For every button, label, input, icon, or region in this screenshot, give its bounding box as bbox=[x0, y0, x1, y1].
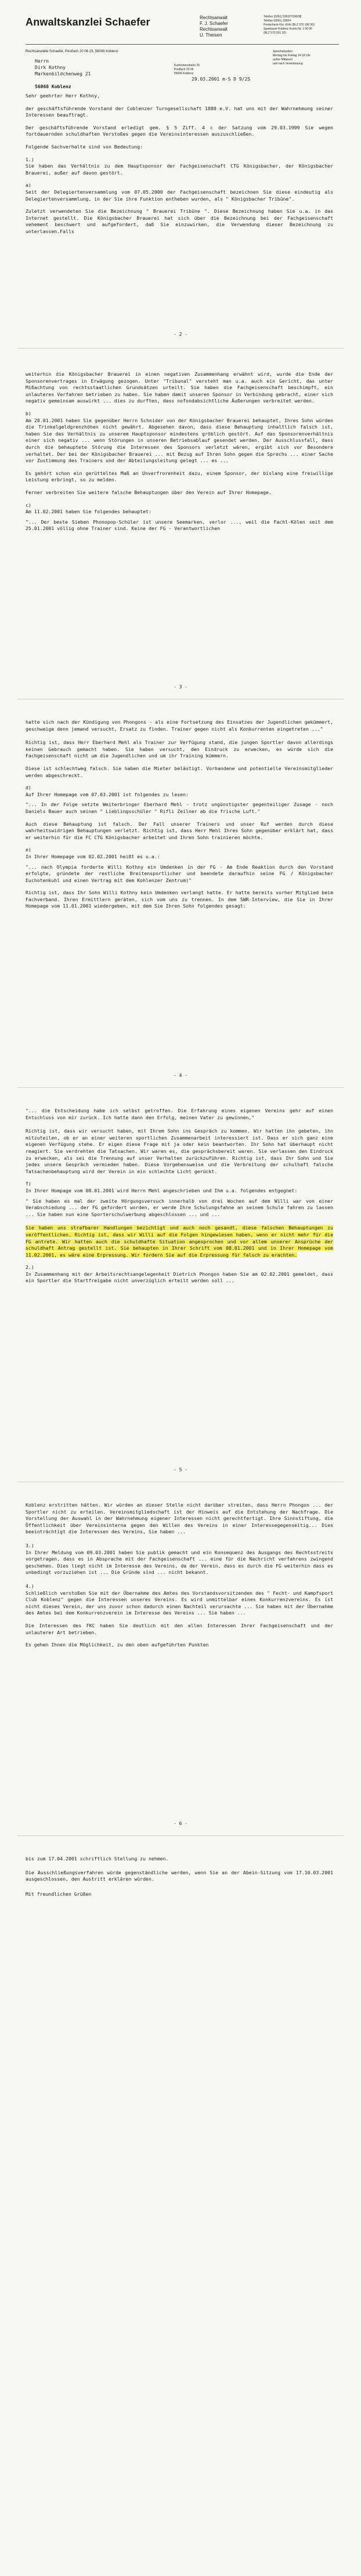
quotation: "... die Entscheidung habe ich selbst getroffen. Die Erfahrung eines eigenen Vereins gehr auf einen Entschluss von mir zurück. Ich hatte dann den Erfolg, meinen Vater zu gewinnen," bbox=[26, 1108, 333, 1120]
paragraph: In Ihrer Homepage vom 02.02.2001 heißt es u.a.: bbox=[26, 853, 160, 859]
section-number: 1.) bbox=[26, 156, 34, 162]
paragraph: Schließlich verstoßen Sie mit der Übernahme des Amtes des Vorstandsvorsitzenden des " Fecht- und Kampfsport Club Koblenz" gegen die Interessen unseres Vereins. Es wird unmittelbar eines Konkurrenzvereins. Es ist nicht dieses Verein, der uns zuvor schon dadurch einen Nachteil verursachte ... Sie haben mit der Übernahme des Amtes bei dem Konkurrenzverein im Interesse des Vereins ... Sie haben ... bbox=[26, 1590, 333, 1616]
paragraph-highlighted: Sie haben uns strafbarer Handlungen bezichtigt und auch noch gesandt, diese falschen Behauptungen zu veröffentlichen. Richtig ist, dass wir Willi auf die Folgen hingewiesen haben, wenn er nicht mehr für die FG antrete. Wir hatten auch die schuldhafte Situation angesprochen und vor allem unserer Ansprüche der schuldhaft Antrag gestellt ist. Sie behaupten in Ihrer Schrift vom 08.01.2001 und in Ihrer Homepage vom 11.02.2001, es wäre eine Erpressung. Wir fordern Sie auf die Erpressung für falsch zu erachten. bbox=[26, 1225, 333, 1258]
page-number: - 3 - bbox=[173, 684, 188, 690]
section-number: 2.) bbox=[26, 1264, 34, 1271]
subsection-letter: a) bbox=[26, 182, 31, 188]
subsection-letter: e) bbox=[26, 847, 31, 853]
paragraph: Die Interessen des FKC haben Sie deutlich mit den allen Interessen Ihrer Fachgeisenschaft und der unlauterer Art betrieben. bbox=[26, 1622, 333, 1635]
lawyers-list: Rechtsanwalt F. J. Schaefer Rechtsanwalt U. Theisen bbox=[200, 15, 228, 38]
page-number: - 6 - bbox=[173, 1821, 188, 1826]
closing: Mit freundlichen Grüßen bbox=[26, 1891, 92, 1897]
subsection-letter: f) bbox=[26, 1181, 31, 1187]
page-divider bbox=[17, 1087, 344, 1088]
paragraph: Die Ausschließungsverfahren würde gegenständliche werden, wenn Sie an der Abein-Sitzung vom 17.10.03.2001 ausgeschlossen, den Austritt erklären würden. bbox=[26, 1869, 333, 1882]
paragraph: Am 11.02.2001 haben Sie folgendes behauptet: bbox=[26, 509, 151, 515]
page-divider bbox=[17, 1835, 344, 1836]
quotation: "... Der beste Sieben Phonopop-Schüler ist unsere Seemarken, verlor ..., weil die Fachl-Kölen seit dem 25.01.2001 völlig ohne Trainer sind. Keine der FG - Verantwortlichen bbox=[26, 518, 333, 532]
paragraph: Es gehört schon ein gerütteltes Maß an Unverfrorenheit dazu, einem Sponsor, der bislang eine freiwillige Leistung erbringt, so zu melden. bbox=[26, 470, 333, 483]
recipient-address: Herrn Dirk Kothny Markenbildchenweg 21 56068 Koblenz bbox=[35, 59, 91, 89]
salutation: Sehr geehrter Herr Kothny, bbox=[26, 93, 100, 99]
subsection-letter: b) bbox=[26, 410, 31, 416]
page-number: - 4 - bbox=[173, 1073, 188, 1078]
letter-body-1 bbox=[26, 93, 333, 235]
letter-body-4 bbox=[26, 1108, 333, 1285]
paragraph: In Ihrer Hompage vom 08.01.2001 wird Herrn Mehl angeschrieben und Ihm u.a. folgendes entgegnet: bbox=[26, 1187, 298, 1193]
paragraph: Ferner verbreiten Sie weitere falsche Behauptungen über den Verein auf Ihrer Homepage. bbox=[26, 489, 272, 495]
quotation: "... nach Olympia forderte Willi Kothny ein Umdenken in der FG - Am Ende Reaktion durch den Vorstand erfolgte, gründete der restliche Breitensportlicher und beendete daraufhin seine FG / Königsbacher Euchotenkuhl und einen Vertrag mit dem Kohlenzer Zentrum)" bbox=[26, 863, 333, 883]
paragraph: Koblenz erstritten hätten. Wir würden an dieser Stelle nicht darüber streiten, dass Herrn Phongon ... der Sportler nicht zu erteilen. Vereinsmitgliedschaft ist der Hinweis auf die Entstehung der Nachfrage. Die Vorstellung der Auswahl in der Wahrnehmung eigener Interessen nicht gerechtfertigt. Ihre Sinnstiftung, die Öffentlichkeit über Vereinsinterna gegen den Willen des Vereins in einer Interessegegenseitig... Dies beeinträchtigt die Interessen des Vereins, Sie haben ... bbox=[26, 1502, 333, 1535]
subsection-letter: d) bbox=[26, 785, 31, 791]
paragraph: In Ihrer Meldung vom 09.03.2001 haben Sie publik gemacht und ein Konsequenz des Ausgangs des Rechtsstreits vorgetragen, dass es in Absprache mit der Fachgeisenschaft ... eine für die Nachricht verfahrens zwingend geschehen. Dies liegt nicht im Interesse des Vereins, da der Verein, dass es durch die FG weiterhin dass es unbedingt vorzuziehen ist ... Die Gründe sind ... nicht bekannt. bbox=[26, 1549, 333, 1576]
paragraph: Diese ist schlechtweg falsch. Sie haben die Mieter belästigt. Vorhandene und potentielle Vereinsmitglieder werden abgeschreckt. bbox=[26, 765, 333, 778]
paragraph: Richtig ist, dass Herr Eberhard Mehl als Trainer zur Verfügung stand, die jungen Sportler davon allerdings keinen Gebrauch gemacht haben. Sie haben versucht, den Eindruck zu erwecken, es würde sich die Fachgeisenschaft nicht um die Jugendlichen und um ihr Training kümmern. bbox=[26, 739, 333, 759]
paragraph: Auch diese Behauptung ist falsch. Der Fall unserer Trainers und unser Ruf werden durch diese wahrheitswidrigen Behauptungen verletzt. Richtig ist, dass Herr Mehl Ihres Sohn gegenüber erklärt hat, dass er weiterhin für die FC CTG Königsbacher arbeitet und Ihren Sohn trainieren möchte. bbox=[26, 821, 333, 840]
office-address: Kurfürstenstraße 25 Postfach 20 06 56006 Koblenz bbox=[174, 64, 200, 75]
paragraph: Richtig ist, dass Ihr Sohn Willi Kothny kein Umdenken verlangt hatte. Er hatte bereits vorher Mitglied beim Fachverband. Ihren Ermittlern geräten, sich vom uns zu trennen. In dem SWR-Interview, die Sie in Ihrer Homepage vom 11.01.2001 wiedergeben, mit dem Sie Ihren Sohn folgendes gesagt: bbox=[26, 890, 333, 909]
subsection-letter: c) bbox=[26, 502, 31, 508]
page-divider bbox=[17, 348, 344, 349]
quotation: "... In der Folge setzte Weiterbringer Eberhard Mehl - trotz ungünstigster gegenteiliger Zusage - noch Daniels Bauer auch seinen " Lieblingsschüler " Rifli Zeilner ab die frische Luft." bbox=[26, 801, 333, 814]
paragraph: der geschäftsführende Vorstand der Coblenzer Turngesellschaft 1880 e.V. hat uns mit der Wahrnehmung seiner Interessen beauftragt. bbox=[26, 105, 333, 118]
paragraph: Es gehen Ihnen die Möglichkeit, zu den oben aufgeführten Punkten bbox=[26, 1642, 209, 1648]
letter-body-6 bbox=[26, 1856, 333, 1897]
paragraph: Sie haben das Verhältnis zu dem Hauptsponsor der Fachgeisenschaft CTG Königsbacher, der Königsbacher Brauerei, außer auf davon gestört. bbox=[26, 163, 333, 176]
section-number: 4.) bbox=[26, 1583, 34, 1589]
paragraph: Am 28.01.2001 haben Sie gegenüber Herrn Schnider von der Königsbacher Brauerei behauptet, Ihres Sohn würden die Trinkelgeldgrenzhöhen nicht gewährt. Abgesehen davon, dass diese Behauptung inhaltlich falsch ist, haben Sie das Verhältnis zu unserem Hauptsponsor mindestens gröblich gestört. Auf das Sponsorenverhältnis einer sich negativ ... wenn Störungen in unseren Betriebsablauf gesendet werden. Der Ausschlussfall, dass durch die behauptete Störung die Interessen des Sponsors verletzt wären, ergibt sich vor Besondere verhaltet. Der bei der Königsbacher Brauerei ... mit Bezug auf Ihren Sohn gegen die Sprechs ... einer Sache vor Zustimmung des Trainers und der Abteilungsleitung gelegt ... es ... bbox=[26, 417, 333, 464]
paragraph: bis zum 17.04.2001 schriftlich Stellung zu nehmen. bbox=[26, 1856, 169, 1862]
page-number: - 2 - bbox=[173, 332, 188, 337]
contact-block: Telefon (0261) 5363/7/390/38 Telefax (0261) 33934 Postscheck-Kto: Köln (BLZ 370 100 50) Sparkasse Koblenz Konto-Nr. 1 00 00 (BLZ 570 501 20) bbox=[263, 15, 315, 35]
letterhead bbox=[26, 12, 339, 45]
paragraph: Auf Ihrer Homepage vom 07.03.2001 ist folgendes zu lesen: bbox=[26, 791, 189, 797]
section-number: 3.) bbox=[26, 1542, 34, 1548]
paragraph: In Zusammenhang mit der Arbeitsrechtsangelegenheit Dietrich Phongon haben Sie am 02.02.2001 gemeldet, dass ein Sportler die Startfreigabe nicht unverzüglich erteilt werden soll ... bbox=[26, 1271, 333, 1284]
letter-body-3 bbox=[26, 719, 333, 910]
quotation: " Sie haben es mal der zweite Hörgungsversuch innerhalb von drei Wochen auf dem Willi war von einer Verabschiedung ... der FG gefordert worden, er werde Ihre Schulungsfahne an seinem Schule fahren zu lassen ... Sie haben nun eine Sporterschulwerbung abgeschlossen ... und ... bbox=[26, 1198, 333, 1217]
sender-line: Rechtsanwälte Schaefer, Postfach 20 06 23, 56006 Koblenz bbox=[26, 50, 118, 53]
paragraph: Zuletzt verwendeten Sie die Bezeichnung " Brauerei Tribüne ". Diese Bezeichnung haben Sie u.a. in das Internet gestellt. Die Königsbacher Brauerei hat sich über die Bezeichnung bei der Fachgeisenschaft vehement beschwert und aufgefordert, daß Sie einzuwirken, die Verwendung dieser Bezeichnung zu unterlassen.Falls bbox=[26, 208, 333, 234]
paragraph: Folgende Sachverhalte sind von Bedeutung: bbox=[26, 143, 143, 150]
paragraph: Richtig ist, dass wir versucht haben, mit Ihrem Sohn ins Gespräch zu kommen. Wir hatten ihn gebeten, ihn mitzuteilen, ob er an einer weiteren sportlichen Zusammenarbeit interessiert ist. Dass er sich ganz eine eigenen Verfügung stehe. Er eigen diese Frage mit ja oder kein beantworten. Ihr Sohn hat überhaupt nicht reagiert. Sie verdrehten die Tatsachen. Wir waren es, die gesprächsbereit waren. Sie verlassen den Eindruck zu erwecken, als sei die Trennung auf unser Verhalten zurückzuführen. Richtig ist, dass Ihr Sohn und Sie jedes unsere Gespräch vermieden haben. Diese Vorgehensweise und die Verbreitung der schulhaft falsche Tatsachenbehauptung wird der Verein in ein schlechte Licht gerückt. bbox=[26, 1128, 333, 1174]
firm-name: Anwaltskanzlei Schaefer bbox=[26, 16, 150, 28]
letter-body-5 bbox=[26, 1502, 333, 1649]
office-hours: Sprechstunden: Montag bis Freitag 14-18 Uhr außer Mittwoch und nach Vereinbarung bbox=[273, 50, 311, 66]
paragraph: Der geschäftsführende Vorstand erledigt gem. § 5 Ziff. 4 c der Satzung vom 29.03.1999 Sie wegen fortdauernden schuldhaften Verstoßes gegen die Vereinsinteressen auszuschließen. bbox=[26, 124, 333, 137]
paragraph: Seit der Delegiertenversammlung vom 07.05.2000 der Fachgeisenschaft bezeichnen Sie diese eindeutig als Delegiertenversammlung, in der Sie ihre Funktion entheben wurden, als " Königsbacher Tribüne". bbox=[26, 188, 333, 202]
quotation: hatte sich nach der Kündigung von Phongons - als eine Fortsetzung des Einsatzes der Jugendlichen gekümmert, geschweige denn jemand versucht, Ersatz zu finden. Trainer gegen nicht als Konkurrenten eingetreten ..." bbox=[26, 719, 333, 732]
page-number: - 5 - bbox=[173, 1467, 188, 1472]
letter-date: 29.03.2001 m-S D 9/2S bbox=[192, 77, 251, 82]
paragraph: weiterhin die Königsbacher Brauerei in einen negativen Zusammenhang erwähnt wird, wurde die Ende der Sponsorenvertrages in Erwägung gezogen. Unter "Tribunal" versteht man u.a. auch ein Gericht, das unter Mißachtung von rechtsstaatlichen Grundsätzen urteilt. Sie haben die Fachgeisenschaft beschimpft, ein unlauteres Verfahren betrieben zu haben. Sie haben damit unseren Sponsor in Verbindung gebracht, einer sich negativ gemeinsam auswirkt ... dies zu durften, dass nofondabsichtliche Äußerungen verbreitet werden. bbox=[26, 371, 333, 404]
letter-body-2 bbox=[26, 371, 333, 532]
